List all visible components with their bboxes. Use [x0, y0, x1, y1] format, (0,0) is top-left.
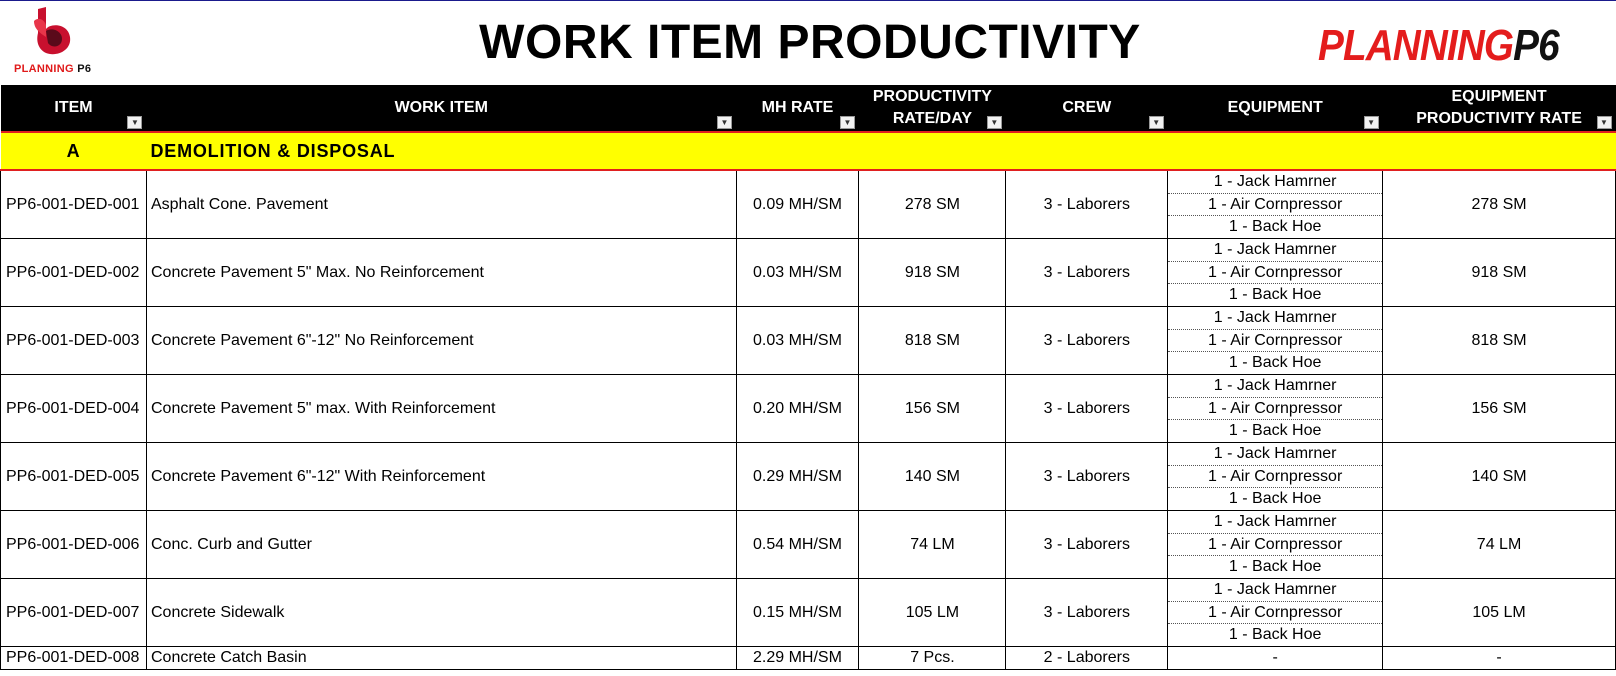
mh-rate-cell[interactable]: 0.15 MH/SM — [736, 579, 859, 647]
column-header-label: PRODUCTIVITY RATE — [1416, 110, 1582, 127]
item-code-cell[interactable]: PP6-001-DED-005 — [1, 443, 147, 511]
equipment-item: 1 - Jack Hamrner — [1168, 171, 1382, 194]
mh-rate-cell[interactable]: 2.29 MH/SM — [736, 647, 859, 670]
column-header-label: EQUIPMENT — [1227, 99, 1323, 116]
column-header-label: RATE/DAY — [892, 110, 972, 127]
equipment-item: 1 - Jack Hamrner — [1168, 443, 1382, 466]
column-header-work-item[interactable] — [146, 85, 736, 132]
equipment-item: 1 - Jack Hamrner — [1168, 307, 1382, 330]
equipment-item: 1 - Jack Hamrner — [1168, 239, 1382, 262]
dropdown-filter-icon[interactable]: ▼ — [1149, 116, 1164, 129]
work-item-cell[interactable]: Concrete Pavement 5" max. With Reinforcement — [146, 375, 736, 443]
work-item-cell[interactable]: Asphalt Cone. Pavement — [146, 170, 736, 239]
equipment-list — [1168, 171, 1382, 238]
productivity-table — [0, 85, 1616, 670]
crew-cell[interactable]: 3 - Laborers — [1006, 239, 1168, 307]
equipment-item: - — [1272, 649, 1278, 666]
productivity-rate-cell[interactable]: 7 Pcs. — [859, 647, 1006, 670]
mh-rate-cell[interactable]: 0.03 MH/SM — [736, 239, 859, 307]
item-code-cell[interactable]: PP6-001-DED-001 — [1, 170, 147, 239]
equipment-productivity-cell[interactable]: - — [1383, 647, 1616, 670]
equipment-cell[interactable] — [1168, 579, 1383, 647]
column-header-equipment[interactable] — [1168, 85, 1383, 132]
equipment-productivity-cell[interactable]: 74 LM — [1383, 511, 1616, 579]
mh-rate-cell[interactable]: 0.29 MH/SM — [736, 443, 859, 511]
dropdown-filter-icon[interactable]: ▼ — [840, 116, 855, 129]
crew-cell[interactable]: 3 - Laborers — [1006, 170, 1168, 239]
equipment-productivity-cell[interactable]: 156 SM — [1383, 375, 1616, 443]
column-header-crew[interactable] — [1006, 85, 1168, 132]
table-row[interactable] — [1, 239, 1616, 307]
equipment-list — [1168, 375, 1382, 442]
equipment-productivity-cell[interactable]: 105 LM — [1383, 579, 1616, 647]
item-code-cell[interactable]: PP6-001-DED-003 — [1, 307, 147, 375]
mh-rate-cell[interactable]: 0.03 MH/SM — [736, 307, 859, 375]
equipment-item: 1 - Air Cornpressor — [1168, 194, 1382, 217]
equipment-item: 1 - Jack Hamrner — [1168, 375, 1382, 398]
section-title[interactable]: DEMOLITION & DISPOSAL — [146, 132, 1615, 170]
dropdown-filter-icon[interactable]: ▼ — [1364, 116, 1379, 129]
planning-p6-logo-right — [1318, 21, 1559, 71]
table-row[interactable] — [1, 375, 1616, 443]
column-header-label: ITEM — [54, 99, 93, 116]
equipment-item: 1 - Back Hoe — [1228, 286, 1322, 304]
equipment-item: 1 - Jack Hamrner — [1168, 579, 1382, 602]
column-header-mh-rate[interactable] — [736, 85, 859, 132]
table-row[interactable] — [1, 647, 1616, 670]
crew-cell[interactable]: 3 - Laborers — [1006, 307, 1168, 375]
equipment-item: 1 - Air Cornpressor — [1168, 262, 1382, 285]
table-row[interactable] — [1, 579, 1616, 647]
crew-cell[interactable]: 3 - Laborers — [1006, 443, 1168, 511]
b-logo-icon — [28, 7, 74, 57]
equipment-cell[interactable] — [1168, 307, 1383, 375]
column-header-item[interactable] — [1, 85, 147, 132]
equipment-list — [1168, 239, 1382, 306]
productivity-rate-cell[interactable]: 74 LM — [859, 511, 1006, 579]
column-header-label: WORK ITEM — [394, 99, 488, 116]
mh-rate-cell[interactable]: 0.09 MH/SM — [736, 170, 859, 239]
column-header-label: EQUIPMENT — [1451, 88, 1547, 105]
equipment-productivity-cell[interactable]: 818 SM — [1383, 307, 1616, 375]
dropdown-filter-icon[interactable]: ▼ — [987, 116, 1002, 129]
work-item-cell[interactable]: Concrete Catch Basin — [146, 647, 736, 670]
equipment-item: 1 - Back Hoe — [1228, 354, 1322, 372]
equipment-list — [1168, 579, 1382, 646]
mh-rate-cell[interactable]: 0.54 MH/SM — [736, 511, 859, 579]
column-header-label: CREW — [1062, 99, 1112, 116]
column-header-label: MH RATE — [761, 99, 834, 116]
column-header-label: PRODUCTIVITY — [872, 88, 992, 105]
equipment-item: 1 - Air Cornpressor — [1168, 466, 1382, 489]
productivity-rate-cell[interactable]: 918 SM — [859, 239, 1006, 307]
table-row[interactable] — [1, 443, 1616, 511]
equipment-item: 1 - Back Hoe — [1228, 422, 1322, 440]
equipment-item: 1 - Back Hoe — [1228, 490, 1322, 508]
productivity-rate-cell[interactable]: 156 SM — [859, 375, 1006, 443]
equipment-item: 1 - Jack Hamrner — [1168, 511, 1382, 534]
equipment-productivity-cell[interactable]: 918 SM — [1383, 239, 1616, 307]
mh-rate-cell[interactable]: 0.20 MH/SM — [736, 375, 859, 443]
page-title: WORK ITEM PRODUCTIVITY — [479, 16, 1141, 69]
column-header-equipment-productivity[interactable] — [1383, 85, 1616, 132]
title-banner — [0, 1, 1616, 85]
equipment-list — [1168, 647, 1382, 669]
equipment-item: 1 - Back Hoe — [1228, 626, 1322, 644]
productivity-rate-cell[interactable]: 278 SM — [859, 170, 1006, 239]
productivity-rate-cell[interactable]: 140 SM — [859, 443, 1006, 511]
work-item-cell[interactable]: Concrete Pavement 6"-12" With Reinforcement — [146, 443, 736, 511]
equipment-item: 1 - Air Cornpressor — [1168, 398, 1382, 421]
crew-cell[interactable]: 3 - Laborers — [1006, 511, 1168, 579]
equipment-productivity-cell[interactable]: 278 SM — [1383, 170, 1616, 239]
work-item-cell[interactable]: Concrete Sidewalk — [146, 579, 736, 647]
crew-cell[interactable]: 3 - Laborers — [1006, 579, 1168, 647]
equipment-item: 1 - Back Hoe — [1228, 558, 1322, 576]
work-item-cell[interactable]: Concrete Pavement 5" Max. No Reinforcement — [146, 239, 736, 307]
item-code-cell[interactable]: PP6-001-DED-004 — [1, 375, 147, 443]
equipment-list — [1168, 443, 1382, 510]
equipment-item: 1 - Air Cornpressor — [1168, 534, 1382, 557]
dropdown-filter-icon[interactable]: ▼ — [717, 116, 732, 129]
equipment-cell[interactable] — [1168, 443, 1383, 511]
dropdown-filter-icon[interactable]: ▼ — [127, 116, 142, 129]
equipment-item: 1 - Air Cornpressor — [1168, 602, 1382, 625]
table-row[interactable] — [1, 511, 1616, 579]
equipment-productivity-cell[interactable]: 140 SM — [1383, 443, 1616, 511]
crew-cell[interactable]: 2 - Laborers — [1006, 647, 1168, 670]
column-header-productivity[interactable] — [859, 85, 1006, 132]
work-item-cell[interactable]: Conc. Curb and Gutter — [146, 511, 736, 579]
equipment-item: 1 - Back Hoe — [1228, 218, 1322, 236]
item-code-cell[interactable]: PP6-001-DED-006 — [1, 511, 147, 579]
work-item-cell[interactable]: Concrete Pavement 6"-12" No Reinforcement — [146, 307, 736, 375]
equipment-list — [1168, 511, 1382, 578]
equipment-list — [1168, 307, 1382, 374]
table-row[interactable] — [1, 170, 1616, 239]
section-row[interactable] — [1, 132, 1616, 170]
equipment-cell[interactable] — [1168, 375, 1383, 443]
productivity-rate-cell[interactable]: 818 SM — [859, 307, 1006, 375]
item-code-cell[interactable]: PP6-001-DED-007 — [1, 579, 147, 647]
section-code[interactable]: A — [1, 132, 147, 170]
equipment-cell[interactable] — [1168, 647, 1383, 670]
equipment-item: 1 - Air Cornpressor — [1168, 330, 1382, 353]
logo-right-text: PLANNING — [1318, 21, 1514, 70]
equipment-cell[interactable] — [1168, 170, 1383, 239]
equipment-cell[interactable] — [1168, 511, 1383, 579]
logo-left-suffix: P6 — [77, 63, 92, 75]
productivity-rate-cell[interactable]: 105 LM — [859, 579, 1006, 647]
item-code-cell[interactable]: PP6-001-DED-002 — [1, 239, 147, 307]
logo-right-suffix: P6 — [1513, 21, 1559, 70]
equipment-cell[interactable] — [1168, 239, 1383, 307]
table-row[interactable] — [1, 307, 1616, 375]
crew-cell[interactable]: 3 - Laborers — [1006, 375, 1168, 443]
dropdown-filter-icon[interactable]: ▼ — [1597, 116, 1612, 129]
planning-p6-logo-left — [12, 7, 92, 77]
logo-left-caption: PLANNING — [14, 63, 74, 75]
item-code-cell[interactable]: PP6-001-DED-008 — [1, 647, 147, 670]
header-row — [1, 85, 1616, 132]
